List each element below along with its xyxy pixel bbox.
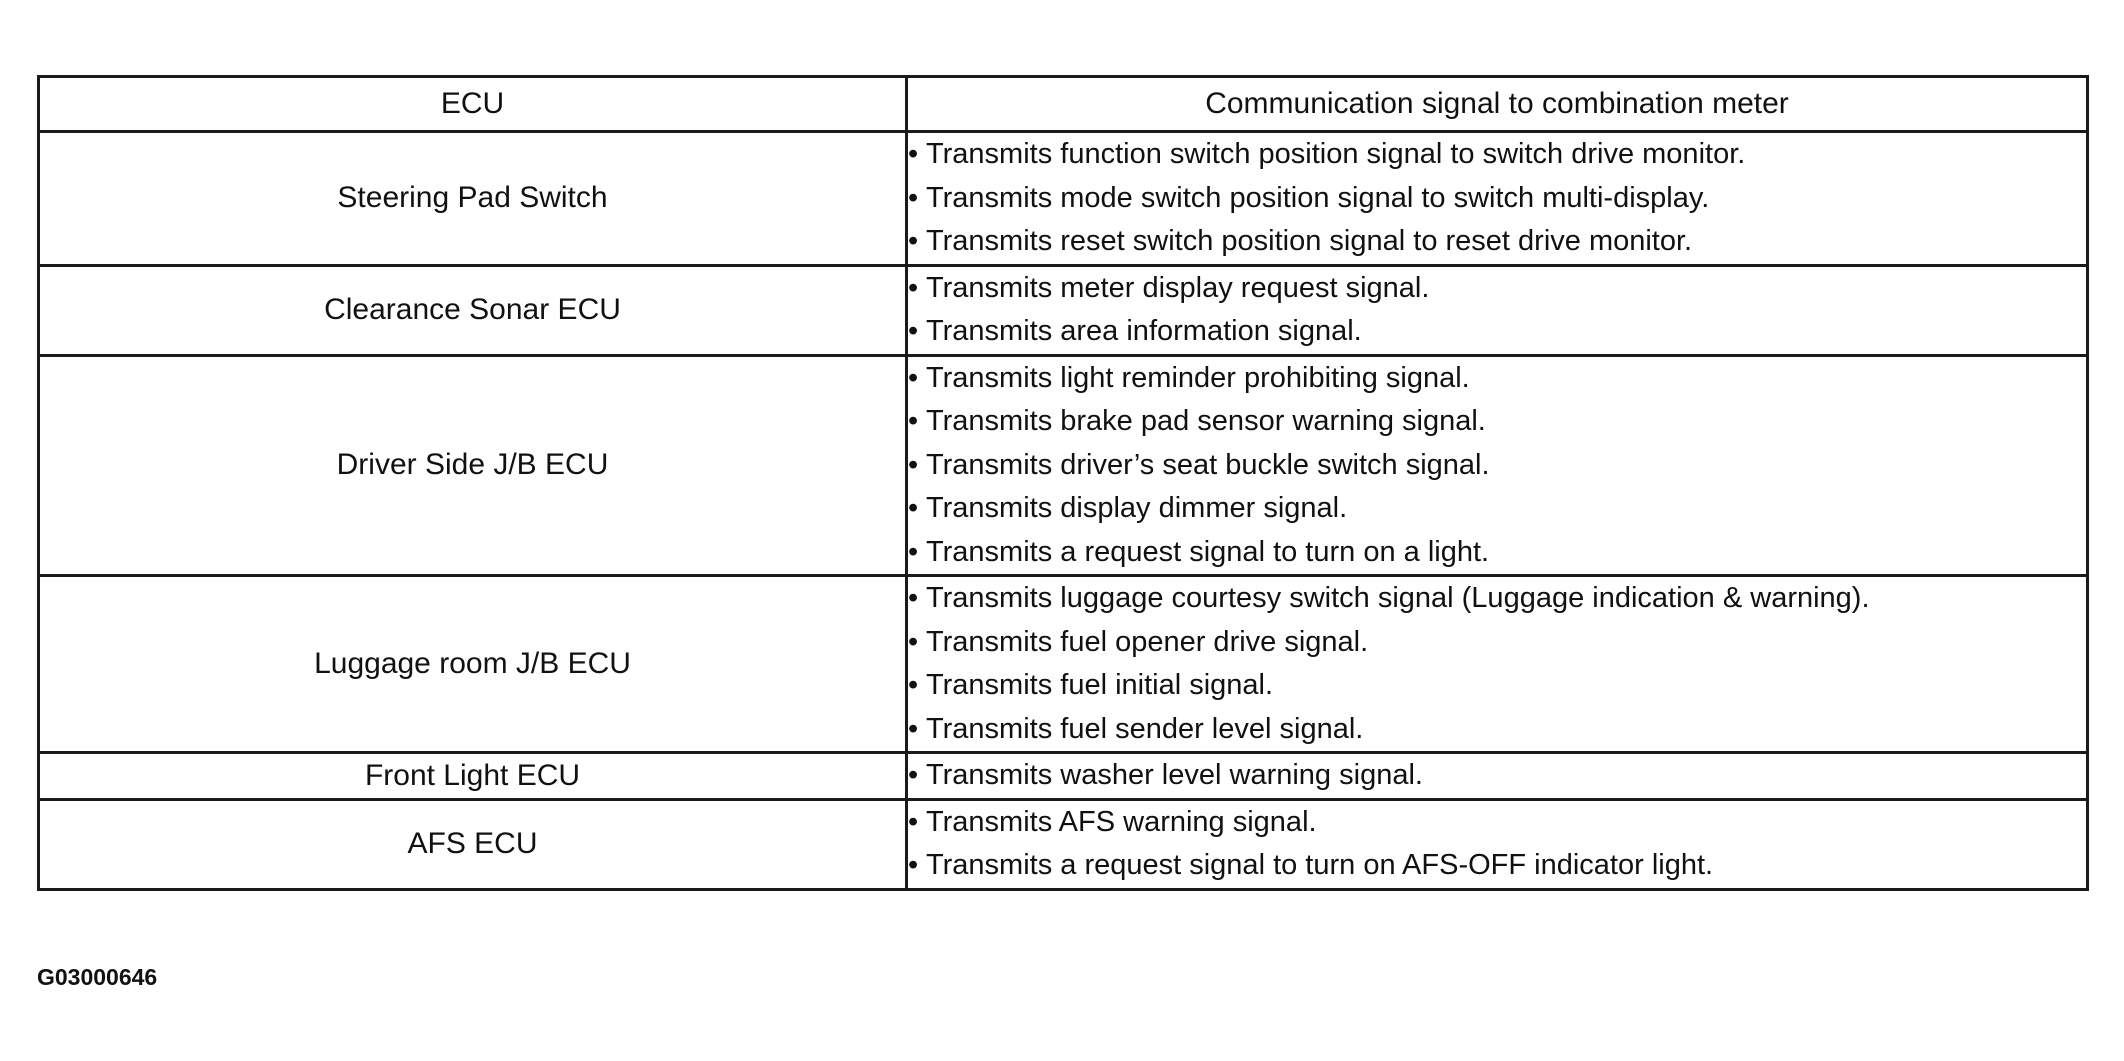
signal-item: • Transmits AFS warning signal. — [908, 801, 2086, 845]
signal-item: • Transmits reset switch position signal to reset drive monitor. — [908, 220, 2086, 264]
ecu-signal-table-container — [37, 75, 2089, 891]
table-row — [39, 753, 2088, 800]
signals-cell — [907, 132, 2088, 266]
signal-item: • Transmits fuel sender level signal. — [908, 708, 2086, 752]
ecu-name-cell: AFS ECU — [39, 799, 907, 889]
signal-item: • Transmits area information signal. — [908, 310, 2086, 354]
signal-list — [908, 754, 2086, 798]
header-communication-signal: Communication signal to combination meter — [907, 77, 2088, 132]
signal-item: • Transmits mode switch position signal to switch multi-display. — [908, 177, 2086, 221]
table-header-row — [39, 77, 2088, 132]
signal-list — [908, 267, 2086, 354]
ecu-name-cell: Front Light ECU — [39, 753, 907, 800]
signal-item: • Transmits fuel opener drive signal. — [908, 621, 2086, 665]
header-ecu: ECU — [39, 77, 907, 132]
table-row — [39, 576, 2088, 753]
signal-item: • Transmits brake pad sensor warning signal. — [908, 400, 2086, 444]
signals-cell — [907, 799, 2088, 889]
figure-code: G03000646 — [37, 964, 158, 990]
table-row — [39, 265, 2088, 355]
signals-cell — [907, 265, 2088, 355]
signals-cell — [907, 355, 2088, 576]
table-row — [39, 355, 2088, 576]
ecu-name-cell: Steering Pad Switch — [39, 132, 907, 266]
signal-list — [908, 801, 2086, 888]
ecu-name-cell: Luggage room J/B ECU — [39, 576, 907, 753]
signal-list — [908, 133, 2086, 264]
signal-item: • Transmits fuel initial signal. — [908, 664, 2086, 708]
signal-item: • Transmits luggage courtesy switch signal (Luggage indication & warning). — [908, 577, 2086, 621]
table-row — [39, 799, 2088, 889]
ecu-signal-table — [37, 75, 2089, 891]
signal-item: • Transmits a request signal to turn on a light. — [908, 531, 2086, 575]
signal-item: • Transmits function switch position signal to switch drive monitor. — [908, 133, 2086, 177]
ecu-name-cell: Driver Side J/B ECU — [39, 355, 907, 576]
signal-item: • Transmits light reminder prohibiting signal. — [908, 357, 2086, 401]
signal-item: • Transmits display dimmer signal. — [908, 487, 2086, 531]
signals-cell — [907, 576, 2088, 753]
signals-cell — [907, 753, 2088, 800]
signal-list — [908, 357, 2086, 575]
ecu-name-cell: Clearance Sonar ECU — [39, 265, 907, 355]
table-row — [39, 132, 2088, 266]
signal-item: • Transmits a request signal to turn on AFS-OFF indicator light. — [908, 844, 2086, 888]
signal-item: • Transmits meter display request signal. — [908, 267, 2086, 311]
signal-list — [908, 577, 2086, 751]
signal-item: • Transmits driver’s seat buckle switch signal. — [908, 444, 2086, 488]
signal-item: • Transmits washer level warning signal. — [908, 754, 2086, 798]
